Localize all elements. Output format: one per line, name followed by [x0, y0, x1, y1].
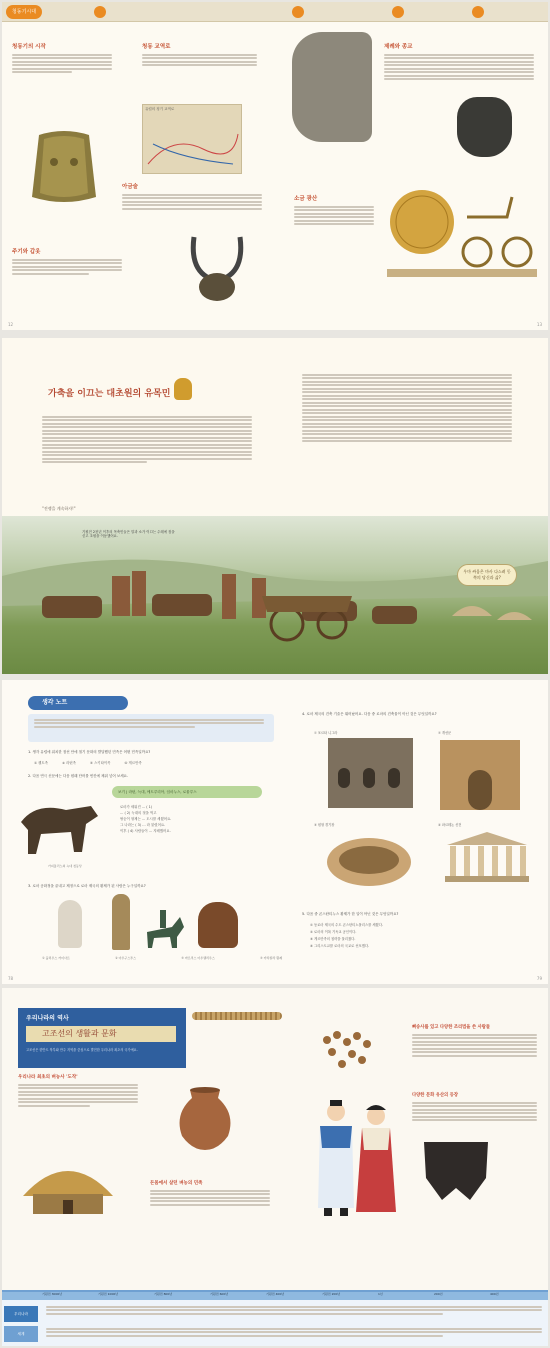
man-figure-image [314, 1098, 358, 1218]
golden-vessel-icon [174, 378, 192, 400]
timeline-table [2, 1290, 548, 1346]
spread-nomads [2, 338, 548, 674]
timeline-row-label: 우리나라 [4, 1306, 38, 1322]
timeline-strip [2, 2, 548, 22]
section-title: 다양한 문화 유산의 등장 [412, 1093, 458, 1098]
section-title: 우리나라 최초의 벼농사 '도작' [18, 1075, 78, 1080]
page-title: 고조선의 생활과 문화 [26, 1026, 176, 1042]
section-header: 생각 노트 [28, 696, 128, 710]
page-title: 가축을 이끄는 대초원의 유목민 [48, 389, 171, 399]
equestrian-statue-image [142, 902, 187, 950]
spread-gojoseon [2, 988, 548, 1346]
clay-pot-image [170, 1084, 240, 1154]
section-title: 뼈송사를 있고 다양한 조리법을 쓴 사람들 [412, 1025, 491, 1030]
fill-blank-text: 로마가 세워진 … ( 1) … ( 2) 늑대의 젖을 먹고 쌍둥이 형제는 … 도시를 세웠어요. 그 나라는 ( 3) … 라 불렸어요. 이후 ( 4) 사람들이 … 지배했어요. [120, 805, 172, 833]
strip-dot-icon [94, 6, 106, 18]
option[interactable]: ② 라틴족 [61, 761, 76, 765]
spread-quiz: 생각 노트 1. 생각 유럽에 위치한 점선 안에 철기 문화의 발달했던 민족은 어떤 민족일까요? ① 켈트족 ② 라틴족 ③ 스키타이족 ④ 게르만족 2. 다음 연극 신문에는 다음 원래 단어를 빈칸에 채워 넣어 보세요. 보기 | 라틴, 늑대, 에트루리아, 임마누스, 로물루스 로마가 세워진 … ( 1) … ( 2) 늑대의 젖을 먹고 쌍둥이 형제는 … 도시를 세웠어요. 그 나라는 ( 3) … 라 불렸어요. 이후 ( 4) 사람들이 … 지배했어요. 카피톨리노의 늑대 청동상 3. 로마 공화정을 끝내고 제정으로 로마 제국의 황제가 된 사람은 누구일까요? ① 율리우스 카이사르 ② 아우구스투스 ③ 마르쿠스 아우렐리우스 ④ 카라칼라 황제 4. 로마 제국의 건축 기술은 뛰어났어요. 다음 중 로마의 건축물이 아닌 것은 무엇일까요? ① 포르타 니그라 ② 개선문 ③ 원형 경기장 ④ 파르테논 신전 5. 다음 중 콘스탄티누스 황제가 한 일이 아닌 것은 무엇일까요? ① 동로마 제국의 수도 콘스탄티노폴리스를 세웠다. ② 로마의 이복 기독교 공인이다. ③ 게르만족의 침략을 물리쳤다. ④ 그리스도교를 로마의 국교로 선포했다. 78 79 [2, 680, 548, 984]
section-title: 아금술 [122, 184, 138, 190]
grain-pile-image [312, 1020, 382, 1080]
question-1: 1. 생각 유럽에 위치한 점선 안에 철기 문화의 발달했던 민족은 어떤 민족일까요? [28, 750, 151, 754]
section-title: 돈몸에서 살던 벼농의 민족 [150, 1181, 203, 1186]
question-1-options [34, 760, 274, 765]
section-title: 소금 광산 [294, 196, 318, 202]
woman-figure-image [354, 1102, 398, 1218]
strip-dot-icon [392, 6, 404, 18]
trade-route-map: 유럽의 청기 교역로 [142, 104, 242, 174]
speech-bubble: 우마 싸움은 마사 다스려 동쪽의 당신과 삶? [457, 564, 517, 586]
option[interactable]: ④ 게르만족 [124, 761, 142, 765]
spread-bronze-age: 청동기시대 청동기의 시작 주기와 갑옷 청동 교역로 유럽의 청기 교역로 아금술 제례와 종교 소금 광산 12 13 [2, 2, 548, 330]
section-title: 주기와 갑옷 [12, 249, 41, 255]
nomad-caravan-illustration [2, 516, 548, 674]
question-3-options: ① 율리우스 카이사르 ② 아우구스투스 ③ 마르쿠스 아우렐리우스 ④ 카라칼라 황제 [42, 956, 282, 960]
question-2: 2. 다음 연극 신문에는 다음 원래 단어를 빈칸에 채워 넣어 보세요. [28, 774, 129, 778]
bronze-vessel-image [457, 97, 512, 157]
caesar-bust-image [58, 900, 82, 948]
section-title: 청동기의 시작 [12, 44, 46, 50]
thatched-hut-image [18, 1156, 118, 1218]
question-3: 3. 로마 공화정을 끝내고 제정으로 로마 제국의 황제가 된 사람은 누구일까요? [28, 884, 146, 888]
intro-box [28, 714, 274, 742]
arch-image [440, 740, 520, 810]
body-text [42, 414, 252, 465]
bronze-armor-image [24, 127, 104, 207]
section-title: 제례와 종교 [384, 44, 413, 50]
horned-helmet-image [182, 227, 252, 307]
option[interactable]: ③ 스키타이족 [89, 761, 111, 765]
option[interactable]: ① 켈트족 [34, 761, 48, 765]
grain-decoration [192, 1012, 282, 1020]
strip-dot-icon [292, 6, 304, 18]
augustus-statue-image [112, 894, 130, 950]
question-4: 4. 로마 제국의 건축 기술은 뛰어났어요. 다음 중 로마의 건축물이 아닌 것은 무엇일까요? [302, 712, 437, 716]
header-banner: 우리나라의 역사 고조선의 생활과 문화 고조선은 한반도 북부와 만주 지역을 중심으로 발전한 우리나라 최초의 국가예요. [18, 1008, 186, 1068]
quote-text: "전쟁을 계속하자!" [42, 506, 76, 511]
sun-chariot-image [387, 177, 537, 282]
timeline-columns: 기원전 3000년 기원전 1000년 기원전 800년 기원전 600년 기원전 400년 기원전 200년 1년 200년 400년 [42, 1292, 499, 1296]
section-title: 청동 교역로 [142, 44, 171, 50]
timeline-row-label: 세계 [4, 1326, 38, 1342]
word-bank-box: 보기 | 라틴, 늑대, 에트루리아, 임마누스, 로물루스 [112, 786, 262, 798]
body-text [12, 52, 112, 75]
question-5-options: ① 동로마 제국의 수도 콘스탄티노폴리스를 세웠다. ② 로마의 이복 기독교 공인이다. ③ 게르만족의 침략을 물리쳤다. ④ 그리스도교를 로마의 국교로 선포했다. [310, 923, 383, 948]
parthenon-image [442, 830, 532, 885]
strip-dot-icon [472, 6, 484, 18]
colosseum-image [324, 830, 414, 890]
caracalla-bust-image [198, 902, 238, 948]
illustration-caption: 기원전 2천년 이후의 목축민들은 말과 소가 이끄는 수레에 짐을 싣고 초원을 이동했어요. [82, 530, 175, 539]
wolf-statue-image [16, 792, 101, 860]
strip-pill: 청동기시대 [6, 5, 42, 19]
image-caption: 카피톨리노의 늑대 청동상 [48, 864, 82, 868]
porta-nigra-image [328, 738, 413, 808]
question-5: 5. 다음 중 콘스탄티누스 황제가 한 일이 아닌 것은 무엇일까요? [302, 912, 399, 916]
woven-fabric-image [420, 1138, 492, 1202]
stone-carving-image [292, 32, 372, 142]
